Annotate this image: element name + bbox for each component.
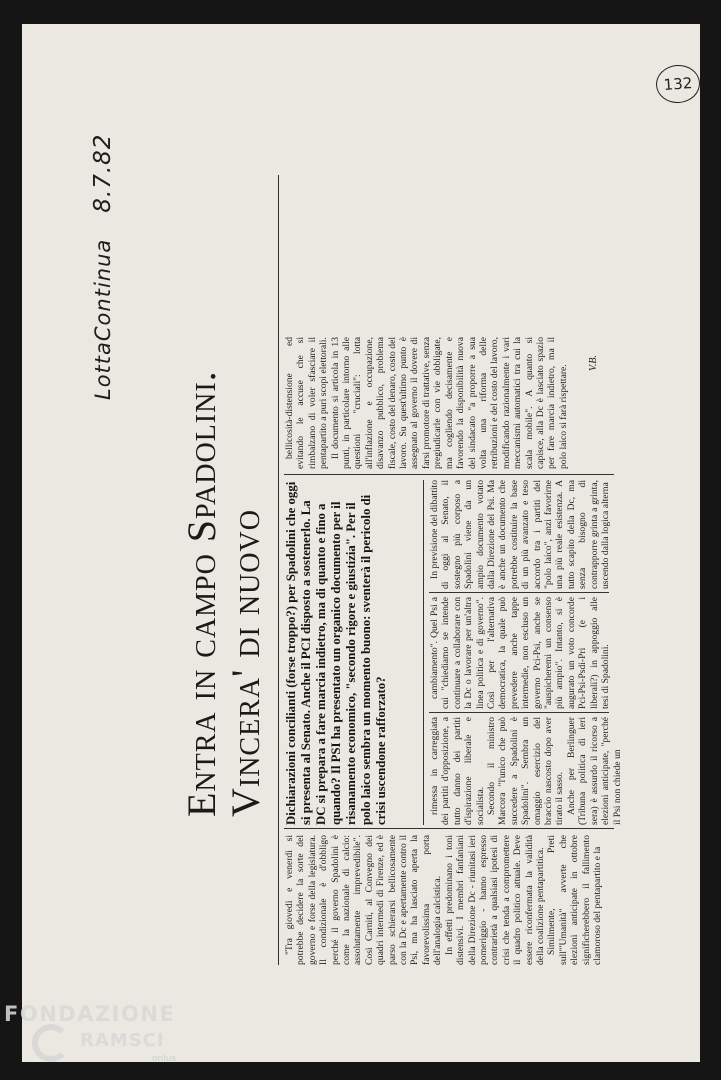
clipping-frame xyxy=(90,133,623,965)
article-column-2 xyxy=(429,717,623,825)
column-2-paragraph-1: rimessa in carreggiata dei partiti d'opposizione, a tutto danno dei partiti d'ispirazione liberale e socialista. xyxy=(429,717,486,825)
fondazione-gramsci-watermark xyxy=(4,1002,184,1072)
column-1-paragraph-1: "Tra giovedì e venerdì si potrebbe decidere la sorte del governo e forse della legislatura. Il condizionale è d'obbligo perché il governo Spadolini è come la nazionale di calcio: assolutamente imprevedibile". Così Carniti, al Convegno dei quadri intermedi di Firenze, ed è parso schierarsi bellicosamente con la Dc e apertamente contro il Psi, ma ha lasciato aperta la favorevolissima porta dell'analogia calcistica. xyxy=(284,835,444,965)
column-1-paragraph-3: Similmente, Preti sull'"Umanità" avverte che elezioni anticipate in ottobre significherebbero il fallimento clamoroso del pentapartito e la xyxy=(546,835,603,965)
lead-rule xyxy=(423,480,424,825)
handwritten-note xyxy=(90,134,116,400)
column-2-paragraph-3: Anche per Berlinguer (Tribuna politica di ieri sera) è assurdo il ricorso a elezioni anticipate, "perché il Psi non chiede un xyxy=(565,717,623,825)
headline xyxy=(180,177,268,817)
handwritten-date: 8.7.82 xyxy=(90,133,116,213)
top-rule xyxy=(278,175,279,965)
column-5-paragraph-2: Il documento si articola in 13 punti, in particolare intorno alle questioni "cruciali": lotta all'inflazione e occupazione, disavanzo pubblico, problema fiscale, costo del denaro, costo del lavoro. Su quest'ultimo punto è assegnato al governo il dovere di farsi promotore di trattative, senza pregiudicarle con vie obbligate, ma cogliendo decisamente e favorendo la disponibilità nuova del sindacato "a proporre a sua volta una riforma delle retribuzioni e del costo del lavoro, modificando razionalmente i vari meccanismi automatici tra cui la scala mobile". A quanto si capisce, alla Dc è lasciato spazio per fare marcia indietro, ma il polo laico si farà rispettare. xyxy=(329,337,569,469)
column-1-paragraph-2: In effetti predominano i toni distensivi. I membri fanfaniani della Direzione Dc - riunitasi ieri pomeriggio - hanno espresso contrarietà a qualsiasi ipotesi di crisi che tenda a compromettere il quadro politico attuale. Deve essere riconfermata la validità della coalizione pentapartitica. xyxy=(443,835,546,965)
headline-line-1: Entra in campo Spadolini. xyxy=(179,370,224,817)
article-column-4 xyxy=(429,480,612,589)
handwritten-source: LottaContinua xyxy=(91,238,115,400)
watermark-suffix: onlus xyxy=(152,1054,177,1064)
column-2-paragraph-2: Secondo il ministro Marcora "l'unico che può succedere a Spadolini è Spadolini". Sembra un omaggio esercizio del braccio nascosto dopo aver tirato il sasso. xyxy=(486,717,566,825)
watermark-line-1: FONDAZIONE xyxy=(4,1002,176,1026)
gramsci-g-icon xyxy=(32,1024,70,1062)
column-4-paragraph-1: In previsione del dibattito di oggi al Senato, il sostegno più corposo a Spadolini viene da un ampio documento votato dalla Direzione del Psi. Ma è anche un documento che potrebbe costituire la base di un più avanzato e teso accordo tra i partiti del "polo laico", anzi favorirne una più reale esistenza. A tutto scapito della Dc, ma senza bisogno di contrapporre grinta a grinta, uscendo dalla logica alterna xyxy=(429,480,612,589)
headline-line-2: Vincera' di nuovo xyxy=(223,509,268,817)
lead-paragraph: Dichiarazioni concilianti (forse troppo?) per Spadolini che oggi si presenta al Senato. Anche il PCI disposto a sostenerlo. La DC si prepara a fare marcia indietro, ma di quanto e fino a quando? Il PSI ha presentato un organico documento per il risanamento economico, "secondo rigore e giustizia". Per il polo laico sembra un momento buono: sventerà il pericolo di crisi uscendone rafforzato? xyxy=(284,481,388,825)
column-divider xyxy=(284,828,614,829)
column-3-paragraph-1: cambiamento". Quel Psi a cui "chiediamo se intende continuare a collaborare con la Dc o lavorare per un'altra linea politica e di governo". Così per l'alternativa democratica, la quale può prevedere anche tappe intermedie, non escluso un governo Pci-Psi, anche se "auspicheremi un consenso più ampio". Intanto, si è augurato un voto concorde Pci-Psi-Psdi-Pri (e i liberali?) in appoggio alle tesi di Spadolini. xyxy=(429,597,612,709)
column-5-paragraph-1: bellicosità-distensione ed evitando le accuse che si rimbalzano di voler sfasciare il pentapartito a puri scopi elettorali. xyxy=(284,337,330,469)
column-divider xyxy=(284,474,614,475)
author-signature: V.B. xyxy=(588,355,599,371)
archive-number-stamp: 132 xyxy=(655,64,702,105)
article-column-5 xyxy=(284,337,569,469)
newspaper-clipping xyxy=(90,133,623,965)
column-divider xyxy=(429,592,609,593)
watermark-line-2: RAMSCI xyxy=(80,1030,165,1051)
column-divider xyxy=(429,712,609,713)
article-column-1 xyxy=(284,835,603,965)
article-column-3 xyxy=(429,597,612,709)
